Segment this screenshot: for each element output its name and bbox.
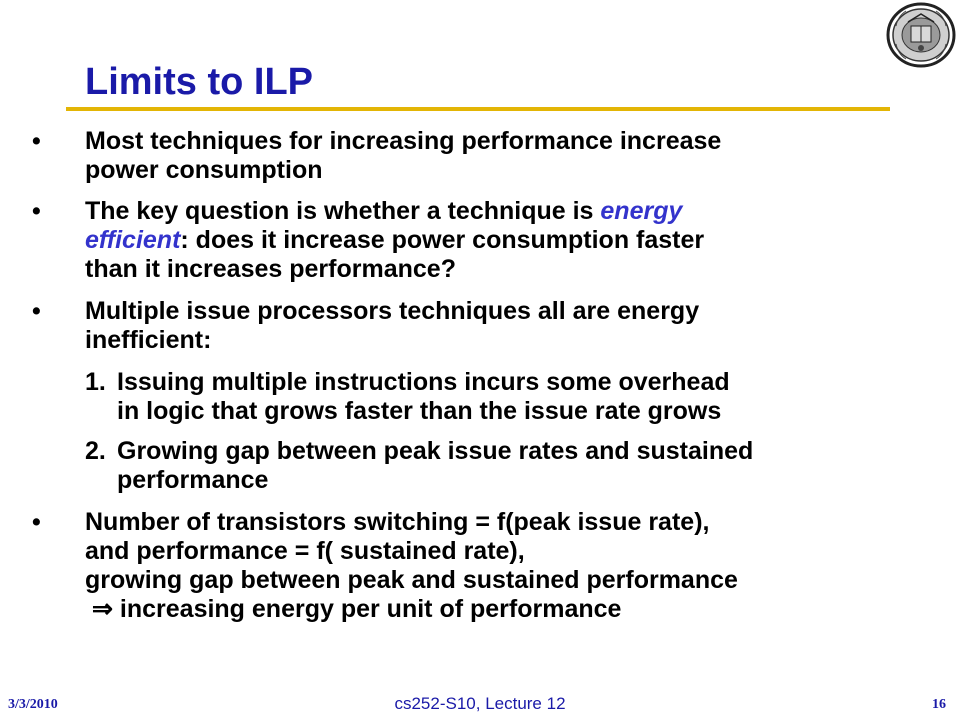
bullet-1-line-2: power consumption: [85, 156, 323, 184]
bullet-marker: •: [32, 508, 41, 536]
bullet-1-line-1: Most techniques for increasing performance increase: [85, 127, 722, 155]
numbered-item-1-line-2: in logic that grows faster than the issue rate grows: [117, 397, 722, 425]
bullet-2-text: : does it increase power consumption faster: [180, 226, 705, 254]
numbered-item-2-line-1: Growing gap between peak issue rates and sustained: [117, 437, 754, 465]
emphasis-efficient: efficient: [85, 226, 181, 254]
bullet-2-text: The key question is whether a technique is: [85, 197, 601, 225]
bullet-4-line-2: and performance = f( sustained rate),: [85, 537, 525, 565]
bullet-marker: •: [32, 197, 41, 225]
emphasis-energy: energy: [600, 197, 683, 225]
implies-arrow-icon: ⇒: [92, 595, 113, 623]
bullet-4-line-4: [92, 595, 621, 624]
numbered-item-1-line-1: Issuing multiple instructions incurs some overhead: [117, 368, 730, 396]
bullet-2-line-3: than it increases performance?: [85, 255, 456, 283]
bullet-3-line-2: inefficient:: [85, 326, 212, 354]
bullet-4-conclusion: increasing energy per unit of performance: [119, 595, 622, 623]
bullet-4-line-3: growing gap between peak and sustained performance: [85, 566, 738, 594]
numbered-item-2-line-2: performance: [117, 466, 269, 494]
bullet-marker: •: [32, 297, 41, 325]
numbered-item-2-number: 2.: [85, 437, 106, 465]
bullet-marker: •: [32, 127, 41, 155]
bullet-2-line-1: [85, 197, 682, 226]
footer-date: 3/3/2010: [8, 697, 58, 712]
numbered-item-1-number: 1.: [85, 368, 106, 396]
footer-page-number: 16: [932, 697, 946, 712]
slide-title: Limits to ILP: [85, 61, 313, 103]
footer-course-label: cs252-S10, Lecture 12: [394, 694, 566, 713]
bullet-3-line-1: Multiple issue processors techniques all are energy: [85, 297, 700, 325]
bullet-2-line-2: [85, 226, 704, 255]
bullet-4-line-1: Number of transistors switching = f(peak issue rate),: [85, 508, 710, 536]
